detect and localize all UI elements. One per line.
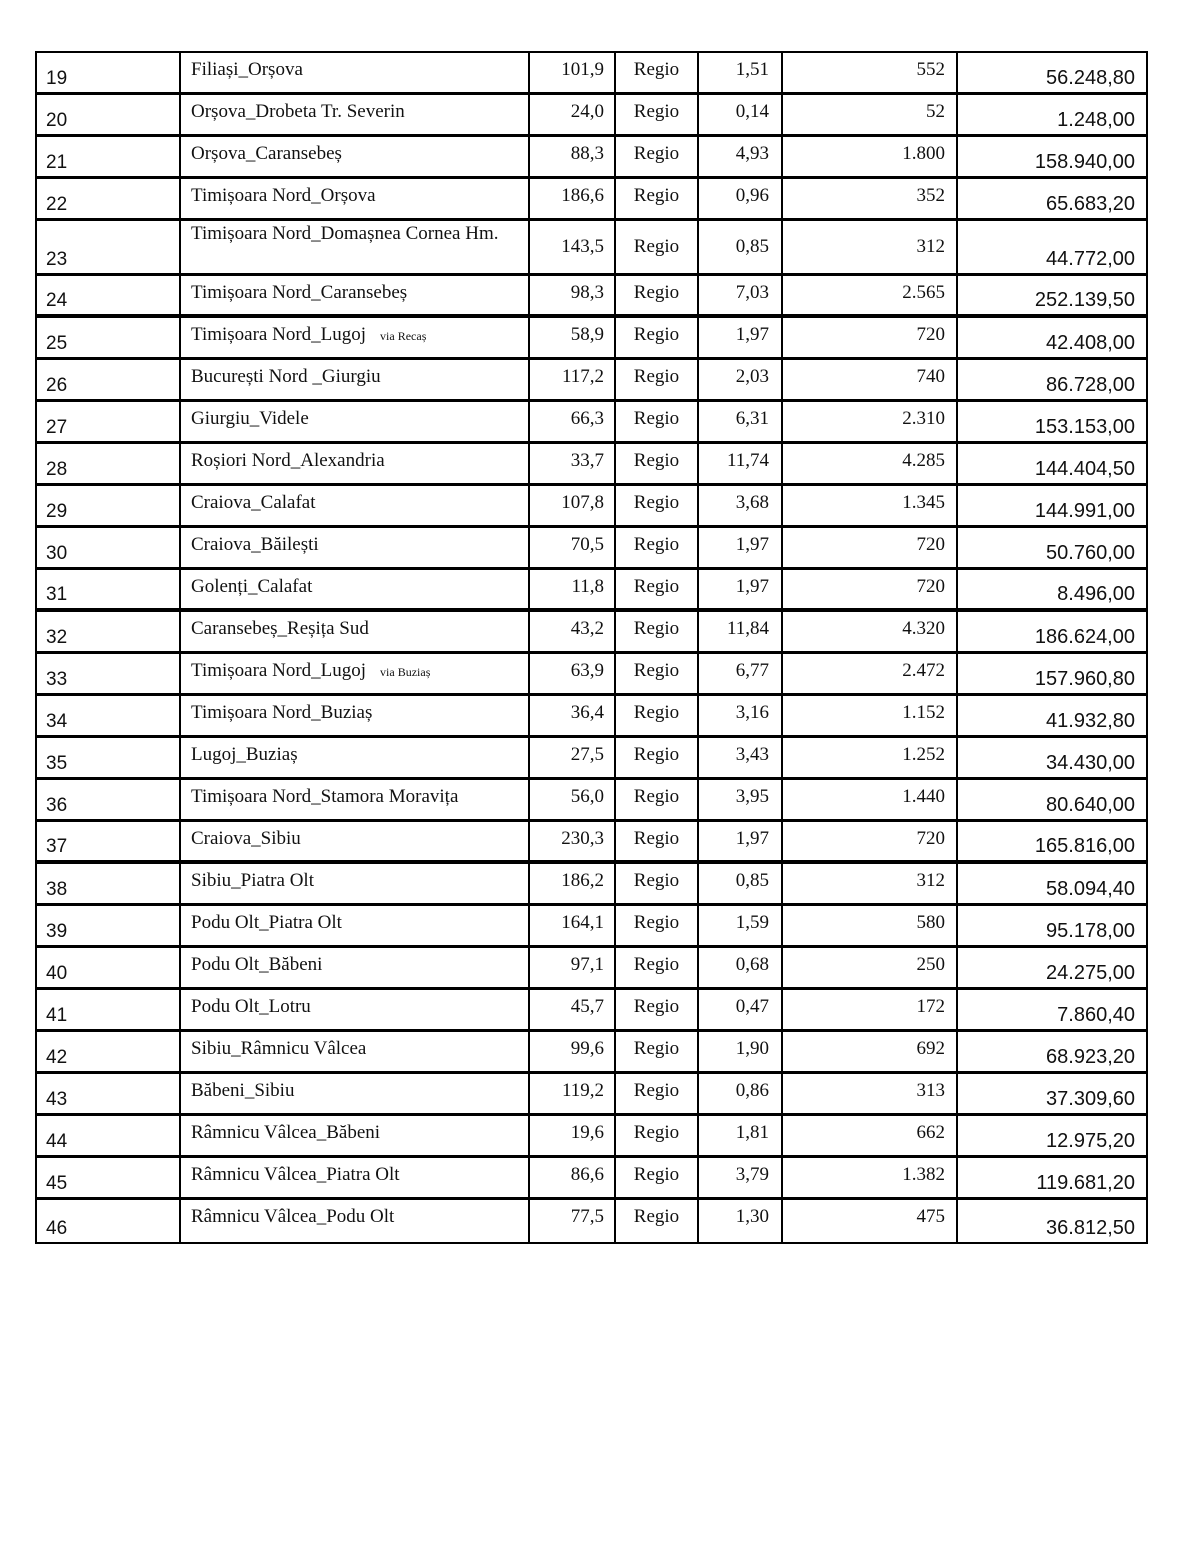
route-name	[181, 528, 530, 570]
distance-km: 63,9	[530, 654, 616, 696]
coefficient: 7,03	[699, 276, 783, 318]
coefficient: 11,74	[699, 444, 783, 486]
route-name	[181, 822, 530, 864]
distance-km: 101,9	[530, 53, 616, 95]
train-type: Regio	[616, 221, 699, 276]
train-count: 4.285	[783, 444, 958, 486]
row-number: 20	[37, 95, 181, 137]
coefficient: 2,03	[699, 360, 783, 402]
distance-km: 119,2	[530, 1074, 616, 1116]
train-count: 312	[783, 864, 958, 906]
coefficient: 3,95	[699, 780, 783, 822]
coefficient: 3,68	[699, 486, 783, 528]
train-type: Regio	[616, 696, 699, 738]
coefficient: 1,59	[699, 906, 783, 948]
table-row	[37, 179, 1146, 221]
table-row	[37, 1116, 1146, 1158]
row-number: 30	[37, 528, 181, 570]
row-total: 119.681,20	[958, 1158, 1146, 1200]
train-type: Regio	[616, 444, 699, 486]
distance-km: 86,6	[530, 1158, 616, 1200]
row-total: 158.940,00	[958, 137, 1146, 179]
train-type: Regio	[616, 990, 699, 1032]
route-label: Roșiori Nord_Alexandria	[191, 450, 385, 471]
table-row	[37, 528, 1146, 570]
route-label: Craiova_Sibiu	[191, 828, 301, 849]
route-label: Caransebeș_Reșița Sud	[191, 618, 369, 639]
route-label: Craiova_Băilești	[191, 534, 319, 555]
row-number: 46	[37, 1200, 181, 1242]
coefficient: 0,85	[699, 221, 783, 276]
route-name	[181, 1074, 530, 1116]
route-label: Timișoara Nord_Caransebeș	[191, 282, 408, 303]
table-row	[37, 95, 1146, 137]
row-total: 65.683,20	[958, 179, 1146, 221]
train-type: Regio	[616, 137, 699, 179]
route-label: Golenți_Calafat	[191, 576, 313, 597]
distance-km: 107,8	[530, 486, 616, 528]
train-count: 1.440	[783, 780, 958, 822]
train-count: 250	[783, 948, 958, 990]
coefficient: 0,85	[699, 864, 783, 906]
route-name	[181, 318, 530, 360]
coefficient: 6,31	[699, 402, 783, 444]
table-row	[37, 780, 1146, 822]
train-count: 52	[783, 95, 958, 137]
coefficient: 0,14	[699, 95, 783, 137]
distance-km: 56,0	[530, 780, 616, 822]
train-type: Regio	[616, 53, 699, 95]
row-total: 36.812,50	[1046, 1217, 1135, 1239]
route-name	[181, 570, 530, 612]
train-type: Regio	[616, 654, 699, 696]
coefficient: 11,84	[699, 612, 783, 654]
train-type: Regio	[616, 1116, 699, 1158]
train-count: 2.472	[783, 654, 958, 696]
row-total: 165.816,00	[958, 822, 1146, 864]
table-row	[37, 1074, 1146, 1116]
train-type: Regio	[616, 486, 699, 528]
distance-km: 58,9	[530, 318, 616, 360]
coefficient: 1,97	[699, 528, 783, 570]
train-type: Regio	[616, 360, 699, 402]
row-number: 37	[37, 822, 181, 864]
train-type: Regio	[616, 1032, 699, 1074]
table-row	[37, 276, 1146, 318]
table-row	[37, 360, 1146, 402]
coefficient: 4,93	[699, 137, 783, 179]
coefficient: 0,86	[699, 1074, 783, 1116]
coefficient: 0,47	[699, 990, 783, 1032]
row-total: 41.932,80	[958, 696, 1146, 738]
route-name	[181, 95, 530, 137]
train-count: 662	[783, 1116, 958, 1158]
row-total: 153.153,00	[958, 402, 1146, 444]
coefficient: 0,68	[699, 948, 783, 990]
route-name	[181, 179, 530, 221]
route-label: Sibiu_Piatra Olt	[191, 870, 314, 891]
route-name	[181, 360, 530, 402]
route-label: Timișoara Nord_Buziaș	[191, 702, 373, 723]
table-row	[37, 906, 1146, 948]
row-total: 186.624,00	[958, 612, 1146, 654]
table-row	[37, 486, 1146, 528]
table-row	[37, 221, 1146, 276]
table-row	[37, 53, 1146, 95]
distance-km: 98,3	[530, 276, 616, 318]
table-row	[37, 654, 1146, 696]
distance-km: 164,1	[530, 906, 616, 948]
distance-km: 33,7	[530, 444, 616, 486]
train-count: 475	[783, 1200, 958, 1242]
row-number: 34	[37, 696, 181, 738]
table-row	[37, 444, 1146, 486]
coefficient: 3,16	[699, 696, 783, 738]
row-total: 58.094,40	[958, 864, 1146, 906]
route-name	[181, 906, 530, 948]
train-type: Regio	[616, 95, 699, 137]
row-number: 45	[37, 1158, 181, 1200]
coefficient: 6,77	[699, 654, 783, 696]
route-label: Podu Olt_Lotru	[191, 996, 311, 1017]
train-count: 720	[783, 318, 958, 360]
route-name	[181, 990, 530, 1032]
row-number: 43	[37, 1074, 181, 1116]
row-number: 33	[37, 654, 181, 696]
train-count: 4.320	[783, 612, 958, 654]
row-number: 26	[37, 360, 181, 402]
table-row	[37, 696, 1146, 738]
route-label: Lugoj_Buziaș	[191, 744, 298, 765]
train-type: Regio	[616, 780, 699, 822]
coefficient: 3,43	[699, 738, 783, 780]
distance-km: 186,2	[530, 864, 616, 906]
route-name	[181, 612, 530, 654]
route-label: Timișoara Nord_Orșova	[191, 185, 376, 206]
table-row	[37, 990, 1146, 1032]
distance-km: 230,3	[530, 822, 616, 864]
row-number: 35	[37, 738, 181, 780]
distance-km: 24,0	[530, 95, 616, 137]
table-row	[37, 822, 1146, 864]
coefficient: 1,81	[699, 1116, 783, 1158]
row-total: 44.772,00	[958, 221, 1146, 276]
row-number: 32	[37, 612, 181, 654]
route-via-note: via Buziaș	[380, 665, 431, 679]
train-count: 313	[783, 1074, 958, 1116]
distance-km: 66,3	[530, 402, 616, 444]
distance-km: 77,5	[530, 1200, 616, 1242]
distance-km: 88,3	[530, 137, 616, 179]
row-number: 31	[37, 570, 181, 612]
train-type: Regio	[616, 179, 699, 221]
table-row	[37, 864, 1146, 906]
row-number: 21	[37, 137, 181, 179]
route-label: Filiași_Orșova	[191, 59, 303, 80]
route-label: București Nord _Giurgiu	[191, 366, 381, 387]
table-row	[37, 318, 1146, 360]
distance-km: 143,5	[530, 221, 616, 276]
route-name	[181, 864, 530, 906]
train-count: 1.345	[783, 486, 958, 528]
row-number: 24	[37, 276, 181, 318]
route-label: Giurgiu_Videle	[191, 408, 309, 429]
coefficient: 1,97	[699, 570, 783, 612]
train-count: 172	[783, 990, 958, 1032]
route-label: Timișoara Nord_Lugoj	[191, 660, 367, 681]
row-number: 40	[37, 948, 181, 990]
train-count: 1.800	[783, 137, 958, 179]
route-label: Timișoara Nord_Stamora Moravița	[191, 786, 459, 807]
coefficient: 3,79	[699, 1158, 783, 1200]
row-number: 38	[37, 864, 181, 906]
coefficient: 1,51	[699, 53, 783, 95]
route-name	[181, 221, 530, 276]
distance-km: 117,2	[530, 360, 616, 402]
row-number: 42	[37, 1032, 181, 1074]
route-label: Băbeni_Sibiu	[191, 1080, 295, 1101]
route-name	[181, 780, 530, 822]
route-label: Timișoara Nord_Domașnea Cornea Hm.	[191, 223, 499, 244]
coefficient: 0,96	[699, 179, 783, 221]
train-type: Regio	[616, 528, 699, 570]
train-count: 720	[783, 822, 958, 864]
row-number: 22	[37, 179, 181, 221]
route-label: Râmnicu Vâlcea_Piatra Olt	[191, 1164, 400, 1185]
distance-km: 43,2	[530, 612, 616, 654]
row-number: 25	[37, 318, 181, 360]
row-total: 12.975,20	[958, 1116, 1146, 1158]
distance-km: 186,6	[530, 179, 616, 221]
row-total: 252.139,50	[958, 276, 1146, 318]
route-label: Orșova_Caransebeș	[191, 143, 342, 164]
row-total: 1.248,00	[958, 95, 1146, 137]
route-label: Podu Olt_Băbeni	[191, 954, 323, 975]
train-count: 720	[783, 528, 958, 570]
route-label: Orșova_Drobeta Tr. Severin	[191, 101, 405, 122]
train-type: Regio	[616, 822, 699, 864]
row-total: 42.408,00	[958, 318, 1146, 360]
route-name	[181, 738, 530, 780]
route-label: Râmnicu Vâlcea_Podu Olt	[191, 1206, 395, 1227]
routes-table	[35, 51, 1148, 1244]
row-total: 7.860,40	[958, 990, 1146, 1032]
route-name	[181, 696, 530, 738]
distance-km: 45,7	[530, 990, 616, 1032]
row-number: 41	[37, 990, 181, 1032]
route-label: Craiova_Calafat	[191, 492, 316, 513]
row-number: 19	[37, 53, 181, 95]
train-count: 1.252	[783, 738, 958, 780]
train-type: Regio	[616, 1074, 699, 1116]
table-row	[37, 570, 1146, 612]
route-via-note: via Recaș	[380, 329, 427, 343]
table-row	[37, 738, 1146, 780]
route-name	[181, 654, 530, 696]
row-number: 29	[37, 486, 181, 528]
train-count: 740	[783, 360, 958, 402]
train-count: 580	[783, 906, 958, 948]
route-name	[181, 53, 530, 95]
row-number: 36	[37, 780, 181, 822]
train-count: 1.382	[783, 1158, 958, 1200]
train-type: Regio	[616, 612, 699, 654]
route-name	[181, 486, 530, 528]
row-total: 86.728,00	[958, 360, 1146, 402]
route-name	[181, 1032, 530, 1074]
train-count: 2.310	[783, 402, 958, 444]
train-type: Regio	[616, 906, 699, 948]
table-row	[37, 948, 1146, 990]
route-name	[181, 137, 530, 179]
distance-km: 99,6	[530, 1032, 616, 1074]
coefficient: 1,90	[699, 1032, 783, 1074]
row-total: 80.640,00	[958, 780, 1146, 822]
row-number: 23	[37, 221, 181, 276]
table-row	[37, 137, 1146, 179]
distance-km: 27,5	[530, 738, 616, 780]
row-number: 28	[37, 444, 181, 486]
route-label: Râmnicu Vâlcea_Băbeni	[191, 1122, 381, 1143]
train-type: Regio	[616, 318, 699, 360]
row-total: 24.275,00	[958, 948, 1146, 990]
distance-km: 11,8	[530, 570, 616, 612]
train-count: 720	[783, 570, 958, 612]
route-label: Timișoara Nord_Lugoj	[191, 324, 367, 345]
train-type: Regio	[616, 864, 699, 906]
route-name	[181, 1158, 530, 1200]
row-total: 8.496,00	[958, 570, 1146, 612]
row-total: 95.178,00	[958, 906, 1146, 948]
route-name	[181, 948, 530, 990]
route-label: Podu Olt_Piatra Olt	[191, 912, 342, 933]
train-count: 552	[783, 53, 958, 95]
train-type: Regio	[616, 738, 699, 780]
distance-km: 19,6	[530, 1116, 616, 1158]
row-number: 39	[37, 906, 181, 948]
train-type: Regio	[616, 276, 699, 318]
row-total: 144.991,00	[958, 486, 1146, 528]
row-number: 44	[37, 1116, 181, 1158]
train-count: 312	[783, 221, 958, 276]
route-name	[181, 1200, 530, 1242]
row-total: 68.923,20	[958, 1032, 1146, 1074]
route-name	[181, 1116, 530, 1158]
coefficient: 1,30	[699, 1200, 783, 1242]
train-count: 1.152	[783, 696, 958, 738]
distance-km: 97,1	[530, 948, 616, 990]
train-count: 692	[783, 1032, 958, 1074]
table-row	[37, 1032, 1146, 1074]
distance-km: 36,4	[530, 696, 616, 738]
train-count: 2.565	[783, 276, 958, 318]
train-count: 352	[783, 179, 958, 221]
row-total: 56.248,80	[958, 53, 1146, 95]
route-name	[181, 444, 530, 486]
distance-km: 70,5	[530, 528, 616, 570]
coefficient: 1,97	[699, 822, 783, 864]
route-label: Sibiu_Râmnicu Vâlcea	[191, 1038, 367, 1059]
row-total: 157.960,80	[958, 654, 1146, 696]
table-row	[37, 402, 1146, 444]
row-number: 27	[37, 402, 181, 444]
train-type: Regio	[616, 570, 699, 612]
row-total: 50.760,00	[958, 528, 1146, 570]
table-row	[37, 1200, 1146, 1242]
table-body	[37, 53, 1146, 1242]
train-type: Regio	[616, 1200, 699, 1242]
table-row	[37, 1158, 1146, 1200]
train-type: Regio	[616, 948, 699, 990]
table-row	[37, 612, 1146, 654]
route-name	[181, 276, 530, 318]
route-name	[181, 402, 530, 444]
coefficient: 1,97	[699, 318, 783, 360]
row-total: 144.404,50	[958, 444, 1146, 486]
row-total: 37.309,60	[958, 1074, 1146, 1116]
row-total: 34.430,00	[958, 738, 1146, 780]
train-type: Regio	[616, 1158, 699, 1200]
train-type: Regio	[616, 402, 699, 444]
